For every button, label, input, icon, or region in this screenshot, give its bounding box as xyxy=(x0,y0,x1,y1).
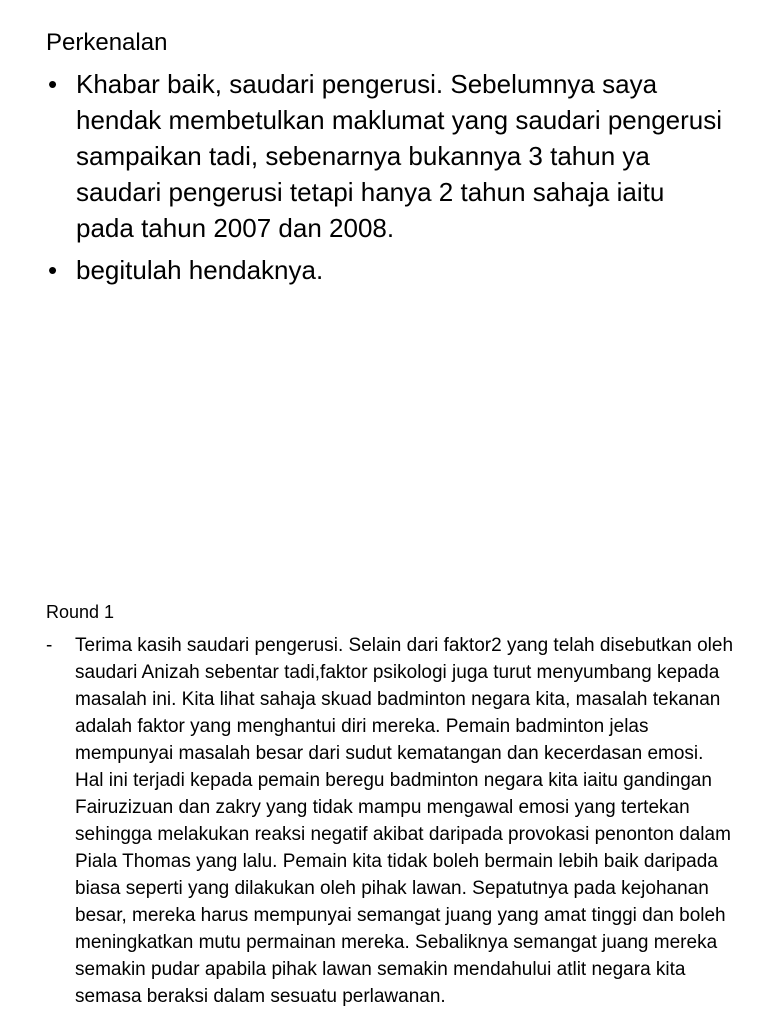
bullet-item xyxy=(46,632,736,1010)
bullet-item xyxy=(46,66,726,246)
slide-round-1 xyxy=(0,512,768,1024)
bullet-marker: • xyxy=(48,69,58,99)
bullet-marker: • xyxy=(48,255,58,285)
bullet-item xyxy=(46,252,726,288)
bullet-marker: - xyxy=(46,635,53,656)
bullet-list xyxy=(46,632,736,1010)
bullet-list xyxy=(46,66,726,294)
bullet-text: begitulah hendaknya. xyxy=(76,255,324,285)
bullet-text: Khabar baik, saudari pengerusi. Sebelumnya saya hendak membetulkan maklumat yang saudari pengerusi sampaikan tadi, sebenarnya bukannya 3 tahun ya saudari pengerusi tetapi hanya 2 tahun sahaja iaitu pada tahun 2007 dan 2008. xyxy=(76,69,723,243)
bullet-text: Terima kasih saudari pengerusi. Selain dari faktor2 yang telah disebutkan oleh saudari Anizah sebentar tadi,faktor psikologi juga turut menyumbang kepada masalah ini. Kita lihat sahaja skuad badminton negara kita, masalah tekanan adalah faktor yang menghantui diri mereka. Pemain badminton jelas mempunyai masalah besar dari sudut kematangan dan kecerdasan emosi. Hal ini terjadi kepada pemain beregu badminton negara kita iaitu gandingan Fairuzizuan dan zakry yang tidak mampu mengawal emosi yang tertekan sehingga melakukan reaksi negatif akibat daripada provokasi penonton dalam Piala Thomas yang lalu. Pemain kita tidak boleh bermain lebih baik daripada biasa seperti yang dilakukan oleh pihak lawan. Sepatutnya pada kejohanan besar, mereka harus mempunyai semangat juang yang amat tinggi dan boleh meningkatkan mutu permainan mereka. Sebaliknya semangat juang mereka semakin pudar apabila pihak lawan semakin mendahului atlit negara kita semasa beraksi dalam sesuatu perlawanan. xyxy=(75,635,734,1007)
slide-title: Round 1 xyxy=(46,602,115,622)
slide-title: Perkenalan xyxy=(46,29,168,56)
